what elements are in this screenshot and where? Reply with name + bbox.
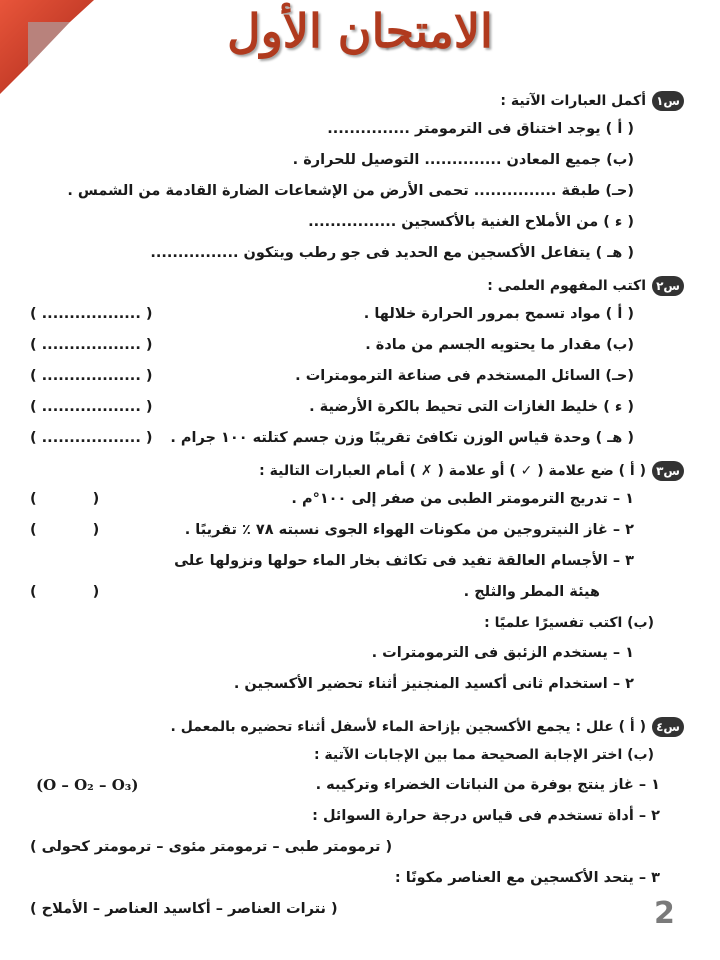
q3-item-1	[30, 484, 684, 515]
question-3-badge: س٣	[652, 461, 684, 481]
q1-item-d: ( ء ) من الأملاح الغنية بالأكسجين ................	[308, 214, 634, 230]
question-4	[30, 714, 684, 925]
q2-item-a-text: ( أ ) مواد تسمح بمرور الحرارة خلالها .	[363, 306, 634, 322]
q1-item-b: (ب) جميع المعادن .............. التوصيل للحرارة .	[292, 152, 634, 168]
q2-item-b-text: (ب) مقدار ما يحتويه الجسم من مادة .	[365, 337, 634, 353]
q2-item-c-text: (حـ) السائل المستخدم فى صناعة الترمومترات .	[295, 368, 634, 384]
paren-open: (	[92, 584, 100, 600]
question-1-heading: أكمل العبارات الآتية :	[500, 93, 646, 109]
q4-item-3-choices: ( نترات العناصر – أكاسيد العناصر – الأملاح )	[30, 901, 338, 917]
q4-item-2-choices: ( ترمومتر طبى – ترمومتر مئوى – ترمومتر كحولى )	[30, 839, 393, 855]
q2-item-b	[30, 330, 684, 361]
paren-open: (	[92, 522, 100, 538]
q2-answer-blank-d: ( .................. )	[30, 399, 153, 415]
question-4-header	[30, 714, 684, 740]
question-2-header	[30, 273, 684, 299]
q2-answer-blank-a: ( .................. )	[30, 306, 153, 322]
paren-close: )	[30, 584, 37, 600]
question-3-heading: ( أ ) ضع علامة ( ✓ ) أو علامة ( ✗ ) أمام العبارات التالية :	[259, 463, 646, 479]
q3-item-3: ٣ – الأجسام العالقة تفيد فى تكاثف بخار الماء حولها ونزولها على	[174, 553, 634, 569]
page-title: الامتحان الأول	[227, 4, 493, 58]
q4-item-1	[30, 770, 684, 801]
question-2	[30, 273, 684, 454]
q2-item-c	[30, 361, 684, 392]
q2-item-e-text: ( هـ ) وحدة قياس الوزن تكافئ تقريبًا وزن جسم كتلته ١٠٠ جرام .	[170, 430, 634, 446]
q3-item-1-text: ١ – تدريج الترمومتر الطبى من صفر إلى ١٠٠°م .	[291, 491, 634, 507]
q4-item-1-text: ١ – غاز ينتج بوفرة من النباتات الخضراء وتركيبه .	[315, 777, 660, 793]
question-1	[30, 88, 684, 269]
q2-item-a	[30, 299, 684, 330]
q4-item-3: ٣ – يتحد الأكسجين مع العناصر مكونًا :	[394, 870, 660, 886]
question-3-header	[30, 458, 684, 484]
question-1-header	[30, 88, 684, 114]
question-4-badge: س٤	[652, 717, 684, 737]
q2-answer-blank-e: ( .................. )	[30, 430, 153, 446]
q2-item-e	[30, 423, 684, 454]
q2-answer-blank-b: ( .................. )	[30, 337, 153, 353]
q2-item-d-text: ( ء ) خليط الغازات التى تحيط بالكرة الأرضية .	[309, 399, 634, 415]
question-2-badge: س٢	[652, 276, 684, 296]
q3-item-3-cont-text: هيئة المطر والثلج .	[463, 584, 600, 600]
q3-sub-item-1: ١ – يستخدم الزئبق فى الترمومترات .	[371, 645, 634, 661]
paren-open: (	[92, 491, 100, 507]
paren-close: )	[30, 522, 37, 538]
q3-sub-heading: (ب) اكتب تفسيرًا علميًا :	[484, 615, 654, 631]
q1-item-e: ( هـ ) يتفاعل الأكسجين مع الحديد فى جو رطب ويتكون ................	[150, 245, 634, 261]
q1-item-c: (حـ) طبقة ............... تحمى الأرض من الإشعاعات الضارة القادمة من الشمس .	[67, 183, 634, 199]
paren-close: )	[30, 491, 37, 507]
q1-item-a: ( أ ) يوجد اختناق فى الترمومتر ...............	[327, 121, 634, 137]
q3-item-2	[30, 515, 684, 546]
q2-item-d	[30, 392, 684, 423]
q2-answer-blank-c: ( .................. )	[30, 368, 153, 384]
q4-item-1-choices: (O – O₂ – O₃)	[36, 776, 139, 794]
q3-answer-box-3	[30, 577, 99, 608]
q4-sub-heading: (ب) اختر الإجابة الصحيحة مما بين الإجابات الآتية :	[313, 747, 654, 763]
question-3	[30, 458, 684, 700]
q3-answer-box-1	[30, 484, 99, 515]
q4-item-2: ٢ – أداة تستخدم فى قياس درجة حرارة السوائل :	[312, 808, 660, 824]
question-2-heading: اكتب المفهوم العلمى :	[487, 278, 646, 294]
page-number: 2	[654, 896, 675, 931]
exam-page	[30, 88, 684, 925]
q3-item-2-text: ٢ – غاز النيتروجين من مكونات الهواء الجوى نسبته ٧٨ ٪ تقريبًا .	[184, 522, 634, 538]
q3-answer-box-2	[30, 515, 99, 546]
question-1-badge: س١	[652, 91, 684, 111]
q3-sub-item-2: ٢ – استخدام ثانى أكسيد المنجنيز أثناء تحضير الأكسجين .	[233, 676, 634, 692]
question-4-heading: ( أ ) علل : يجمع الأكسجين بإزاحة الماء لأسفل أثناء تحضيره بالمعمل .	[170, 719, 646, 735]
q3-item-3-cont	[30, 577, 684, 608]
